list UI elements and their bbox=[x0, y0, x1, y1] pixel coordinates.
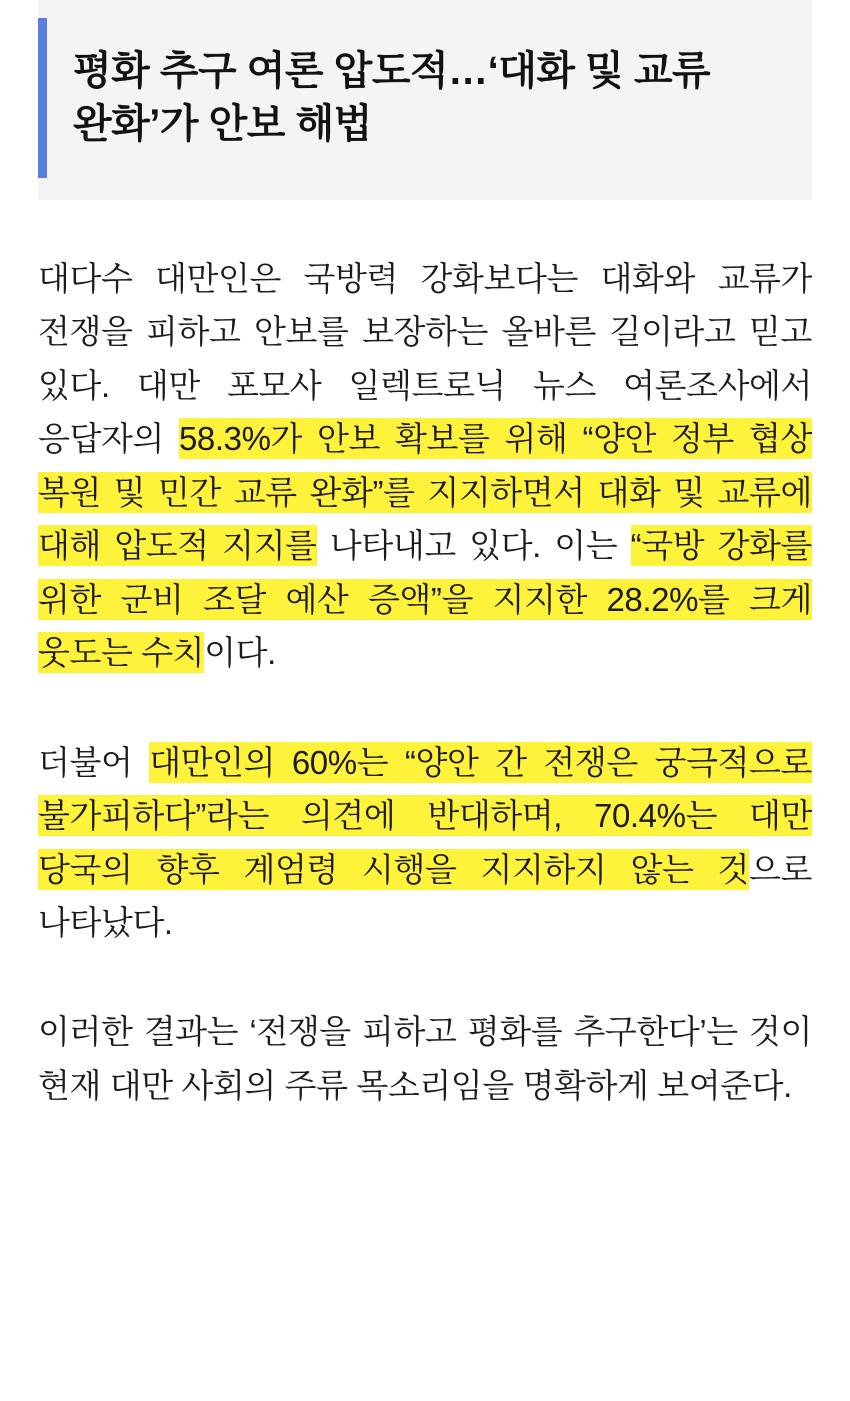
body-text: 이러한 결과는 ‘전쟁을 피하고 평화를 추구한다’는 것이 현재 대만 사회의 주류 목소리임을 명확하게 보여준다. bbox=[38, 1013, 812, 1104]
paragraph bbox=[38, 1005, 812, 1112]
body-text: 이다. bbox=[204, 634, 276, 672]
body-text: 나타내고 있다. 이는 bbox=[316, 527, 631, 565]
body-text: 더불어 bbox=[38, 743, 150, 781]
highlighted-text: 대만인의 60%는 “양안 간 전쟁은 궁극적으로 불가피하다”라는 의견에 반대하며, 70.4%는 대만 당국의 향후 계엄령 시행을 지지하지 않는 것 bbox=[38, 743, 812, 888]
highlighted-text: “국방 강화를 위한 군비 조달 예산 증액”을 지지한 28.2%를 크게 웃도는 수치 bbox=[38, 527, 812, 672]
page-title: 평화 추구 여론 압도적…‘대화 및 교류 완화’가 안보 해법 bbox=[73, 48, 711, 146]
article-body bbox=[38, 200, 812, 1112]
paragraph bbox=[38, 252, 812, 680]
headline-block bbox=[38, 0, 812, 200]
body-text: 대다수 대만인은 국방력 강화보다는 대화와 교류가 전쟁을 피하고 안보를 보장하는 올바른 길이라고 믿고 있다. 대만 포모사 일렉트로닉 뉴스 여론조사에서 응답자의 bbox=[38, 259, 812, 458]
headline-accent-bar bbox=[38, 18, 47, 178]
body-text: 으로 나타났다. bbox=[38, 850, 812, 941]
paragraph bbox=[38, 736, 812, 950]
highlighted-text: 58.3%가 안보 확보를 위해 “양안 정부 협상 복원 및 민간 교류 완화”를 지지하면서 대화 및 교류에 대해 압도적 지지를 bbox=[38, 420, 812, 565]
